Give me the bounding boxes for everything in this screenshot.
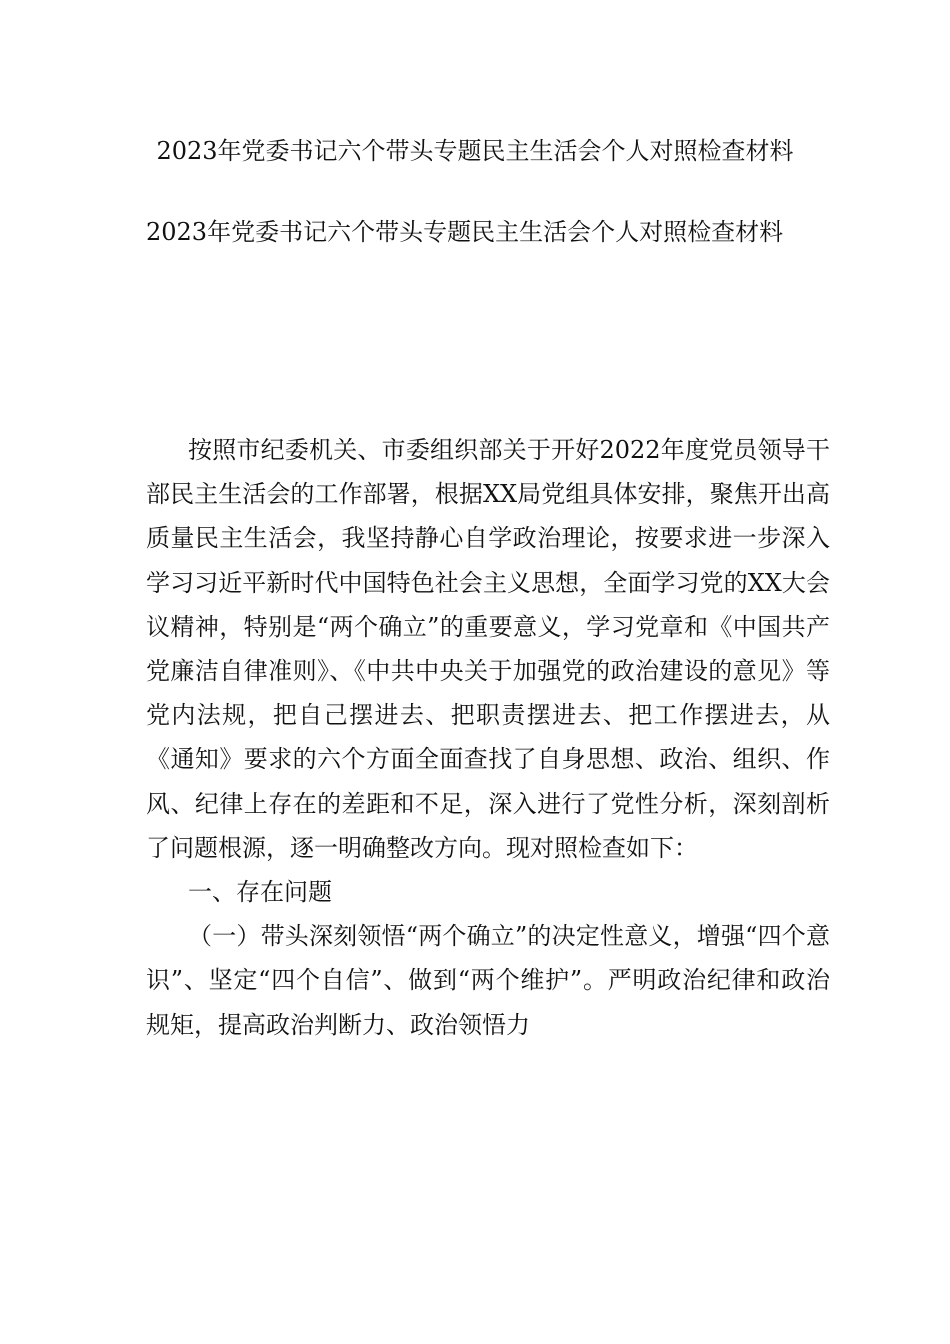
- section-heading: 一、存在问题: [188, 878, 332, 907]
- document-body: [146, 428, 830, 1047]
- document-title: 2023年党委书记六个带头专题民主生活会个人对照检查材料: [156, 137, 794, 165]
- document-subtitle: 2023年党委书记六个带头专题民主生活会个人对照检查材料: [146, 218, 784, 246]
- subsection-paragraph: （一）带头深刻领悟“两个确立”的决定性意义，增强“四个意识”、坚定“四个自信”、做到“两个维护”。严明政治纪律和政治规矩，提高政治判断力、政治领悟力: [146, 922, 830, 1039]
- intro-paragraph: 按照市纪委机关、市委组织部关于开好2022年度党员领导干部民主生活会的工作部署，根据XX局党组具体安排，聚焦开出高质量民主生活会，我坚持静心自学政治理论，按要求进一步深入学习习近平新时代中国特色社会主义思想，全面学习党的XX大会议精神，特别是“两个确立”的重要意义，学习党章和《中国共产党廉洁自律准则》、《中共中央关于加强党的政治建设的意见》等党内法规，把自己摆进去、把职责摆进去、把工作摆进去，从《通知》要求的六个方面全面查找了自身思想、政治、组织、作风、纪律上存在的差距和不足，深入进行了党性分析，深刻剖析了问题根源，逐一明确整改方向。现对照检查如下：: [146, 436, 830, 862]
